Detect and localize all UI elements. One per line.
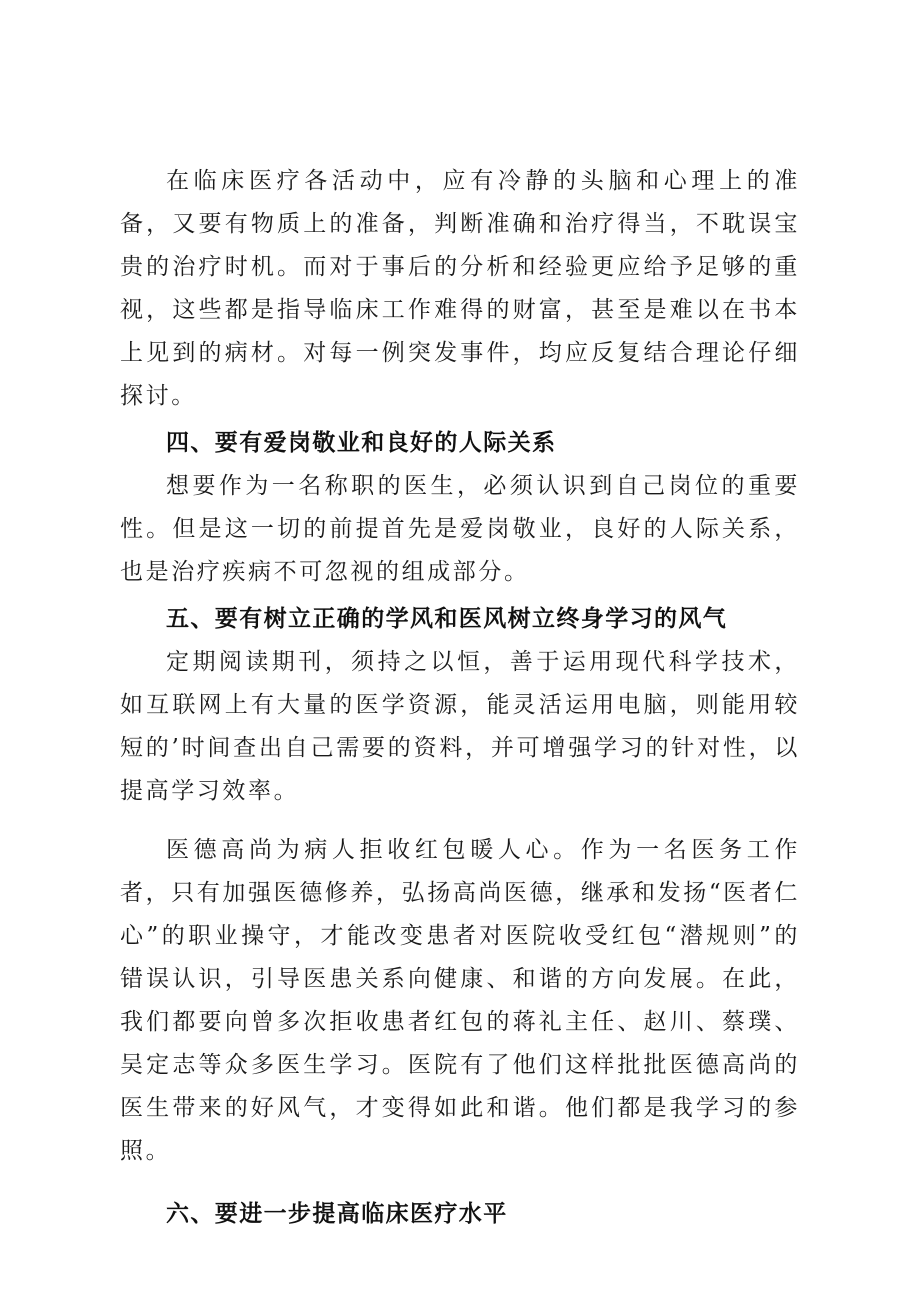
heading-section-five: 五、要有树立正确的学风和医风树立终身学习的风气 — [166, 606, 728, 632]
heading-section-four: 四、要有爱岗敬业和良好的人际关系 — [166, 430, 557, 456]
document-body — [120, 160, 800, 1236]
paragraph-spacer — [120, 813, 800, 829]
paragraph-clinical-preparation: 在临床医疗各活动中，应有冷静的头脑和心理上的准备，又要有物质上的准备，判断准确和治疗得当，不耽误宝贵的治疗时机。而对于事后的分析和经验更应给予足够的重视，这些都是指导临床工作难得的财富，甚至是难以在书本上见到的病材。对每一例突发事件，均应反复结合理论仔细探讨。 — [120, 168, 800, 409]
paragraph-spacer — [120, 1173, 800, 1189]
paragraph-lifelong-learning: 定期阅读期刊，须持之以恒，善于运用现代科学技术，如互联网上有大量的医学资源，能灵活运用电脑，则能用较短的’时间查出自己需要的资料，并可增强学习的针对性，以提高学习效率。 — [120, 649, 800, 804]
heading-section-six: 六、要进一步提高临床医疗水平 — [166, 1201, 508, 1227]
paragraph-medical-ethics: 医德高尚为病人拒收红包暖人心。作为一名医务工作者，只有加强医德修养，弘扬高尚医德，继承和发扬“医者仁心”的职业操守，才能改变患者对医院收受红包“潜规则”的错误认识，引导医患关系向健康、和谐的方向发展。在此，我们都要向曾多次拒收患者红包的蒋礼主任、赵川、蔡璞、吴定志等众多医生学习。医院有了他们这样批批医德高尚的医生带来的好风气，才变得如此和谐。他们都是我学习的参照。 — [120, 837, 800, 1164]
paragraph-dedication: 想要作为一名称职的医生，必须认识到自己岗位的重要性。但是这一切的前提首先是爱岗敬业，良好的人际关系，也是治疗疾病不可忽视的组成部分。 — [120, 473, 800, 585]
